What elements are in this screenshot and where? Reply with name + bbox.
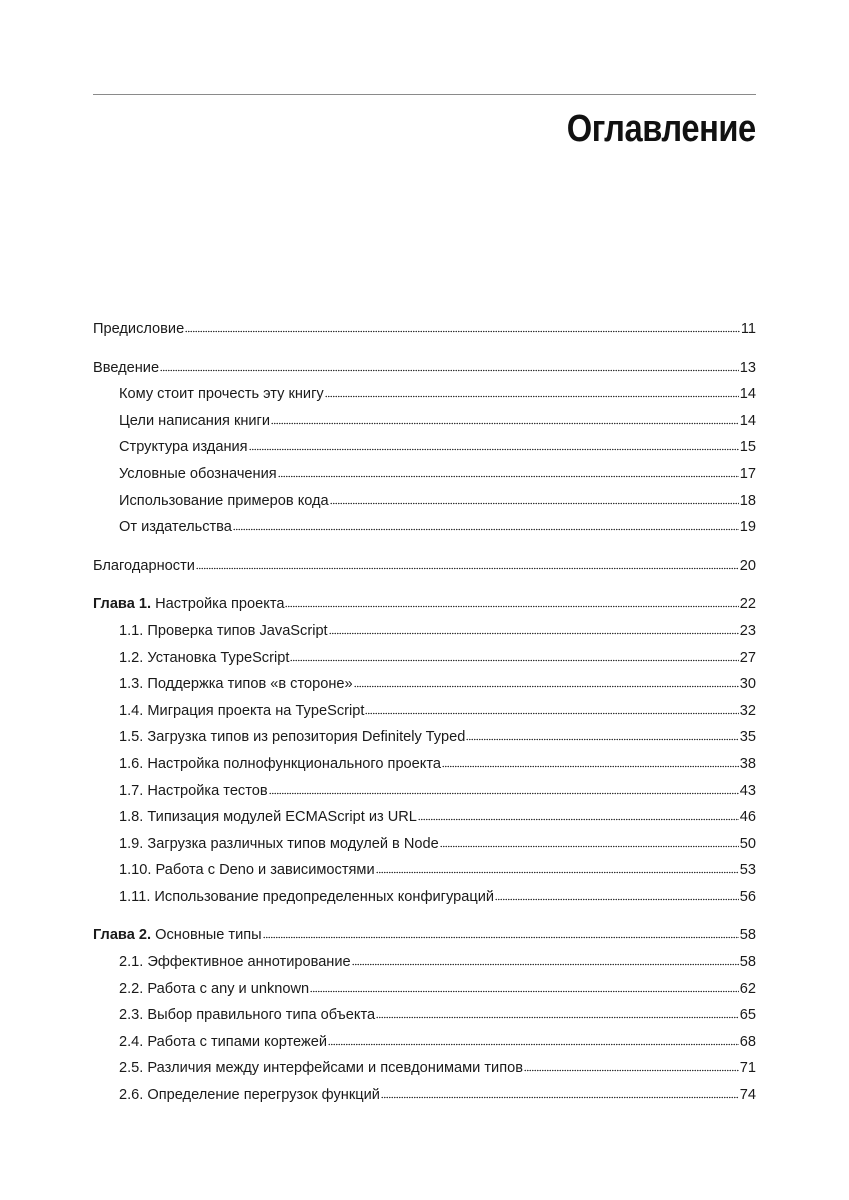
toc-subentry-page: 14	[739, 412, 756, 429]
toc-subentry-page: 65	[739, 1007, 756, 1024]
toc-subentry[interactable]	[93, 461, 756, 488]
toc-subentry-page: 71	[739, 1060, 756, 1077]
dot-leader	[495, 891, 739, 901]
toc-group-chapter-2	[93, 922, 756, 1108]
dot-leader	[328, 1036, 739, 1046]
toc-subentry-label: 1.5. Загрузка типов из репозитория Definitely Typed	[119, 729, 466, 746]
toc-subentry[interactable]	[93, 751, 756, 778]
toc-subentry-label: 1.9. Загрузка различных типов модулей в Node	[119, 835, 439, 852]
toc-subentry-label: Условные обозначения	[119, 465, 277, 482]
toc-subentry-label: 1.2. Установка TypeScript	[119, 649, 290, 666]
toc-subentry-page: 30	[739, 676, 756, 693]
toc-entry-page: 58	[739, 927, 756, 944]
toc-subentry-label: 2.6. Определение перегрузок функций	[119, 1087, 380, 1104]
toc-subentry[interactable]	[93, 778, 756, 805]
toc-subentry-label: 2.3. Выбор правильного типа объекта	[119, 1007, 376, 1024]
dot-leader	[249, 441, 739, 451]
toc-subentry[interactable]	[93, 831, 756, 858]
toc-entry-page: 13	[739, 359, 756, 376]
toc-subentry-label: 1.10. Работа с Deno и зависимостями	[119, 862, 375, 879]
toc-subentry[interactable]	[93, 671, 756, 698]
toc-entry-page: 20	[739, 557, 756, 574]
toc-subentry-label: 2.5. Различия между интерфейсами и псевдонимами типов	[119, 1060, 523, 1077]
section-gap	[93, 343, 756, 355]
toc-entry-label: Введение	[93, 359, 160, 376]
toc-subentry[interactable]	[93, 857, 756, 884]
toc-group-intro	[93, 355, 756, 541]
toc-entry-chapter-1[interactable]	[93, 591, 756, 618]
dot-leader	[418, 811, 739, 821]
dot-leader	[160, 362, 739, 372]
toc-subentry-label: 1.8. Типизация модулей ECMAScript из URL	[119, 809, 417, 826]
toc-subentry[interactable]	[93, 514, 756, 541]
toc-entry-thanks[interactable]	[93, 553, 756, 580]
section-gap	[93, 579, 756, 591]
dot-leader	[278, 468, 739, 478]
dot-leader	[290, 652, 738, 662]
toc-entry-chapter-2[interactable]	[93, 922, 756, 949]
toc-subentry-label: 1.3. Поддержка типов «в стороне»	[119, 676, 353, 693]
dot-leader	[376, 1009, 739, 1019]
toc-subentry-label: Кому стоит прочесть эту книгу	[119, 386, 324, 403]
toc-subentry-page: 38	[739, 755, 756, 772]
toc-subentry[interactable]	[93, 618, 756, 645]
toc-subentry-page: 27	[739, 649, 756, 666]
toc-subentry-page: 18	[739, 492, 756, 509]
dot-leader	[330, 495, 739, 505]
section-gap	[93, 541, 756, 553]
toc-subentry-label: 1.1. Проверка типов JavaScript	[119, 622, 328, 639]
toc-subentry[interactable]	[93, 645, 756, 672]
toc-subentry-page: 32	[739, 702, 756, 719]
toc-entry-label: Предисловие	[93, 321, 185, 337]
toc-subentry[interactable]	[93, 488, 756, 515]
toc-entry-page: 11	[740, 321, 756, 337]
toc-subentry[interactable]	[93, 1082, 756, 1109]
toc-subentry-page: 62	[739, 980, 756, 997]
toc-subentry-label: 2.4. Работа с типами кортежей	[119, 1033, 328, 1050]
toc-subentry-label: От издательства	[119, 519, 232, 536]
toc-subentry-label: Использование примеров кода	[119, 492, 329, 509]
toc-subentry[interactable]	[93, 804, 756, 831]
table-of-contents	[93, 316, 756, 1109]
page-title: Оглавление	[566, 108, 756, 150]
toc-subentry-label: 2.2. Работа с any и unknown	[119, 980, 310, 997]
toc-subentry-label: 1.4. Миграция проекта на TypeScript	[119, 702, 365, 719]
dot-leader	[440, 838, 739, 848]
toc-subentry-label: Структура издания	[119, 439, 248, 456]
toc-subentry-page: 23	[739, 622, 756, 639]
toc-subentry-page: 56	[739, 888, 756, 905]
toc-entry-intro[interactable]	[93, 355, 756, 382]
toc-chapter-label	[93, 591, 284, 618]
toc-subentry-page: 53	[739, 862, 756, 879]
dot-leader	[354, 678, 739, 688]
toc-subentry[interactable]	[93, 976, 756, 1003]
dot-leader	[233, 521, 739, 531]
toc-subentry[interactable]	[93, 949, 756, 976]
toc-subentry-page: 58	[739, 954, 756, 971]
dot-leader	[325, 388, 739, 398]
toc-subentry-page: 17	[739, 465, 756, 482]
toc-subentry[interactable]	[93, 1002, 756, 1029]
toc-subentry-page: 15	[739, 439, 756, 456]
toc-subentry-page: 43	[739, 782, 756, 799]
chapter-title: Основные типы	[155, 927, 262, 944]
toc-subentry-page: 19	[739, 519, 756, 536]
toc-subentry[interactable]	[93, 1055, 756, 1082]
dot-leader	[196, 560, 739, 570]
toc-subentry-page: 68	[739, 1033, 756, 1050]
chapter-title: Настройка проекта	[155, 596, 285, 613]
dot-leader	[310, 983, 739, 993]
dot-leader	[271, 415, 739, 425]
toc-subentry-label: 1.7. Настройка тестов	[119, 782, 268, 799]
toc-subentry[interactable]	[93, 884, 756, 911]
toc-subentry-label: 1.6. Настройка полнофункционального проекта	[119, 755, 441, 772]
toc-subentry[interactable]	[93, 724, 756, 751]
dot-leader	[466, 731, 738, 741]
toc-entry-label: Благодарности	[93, 557, 195, 574]
header-rule	[93, 94, 756, 95]
toc-subentry-label: Цели написания книги	[119, 412, 271, 429]
toc-chapter-label	[93, 922, 262, 949]
toc-subentry-page: 14	[739, 386, 756, 403]
dot-leader	[365, 705, 738, 715]
toc-subentry[interactable]	[93, 408, 756, 435]
toc-subentry[interactable]	[93, 698, 756, 725]
dot-leader	[381, 1089, 739, 1099]
dot-leader	[185, 323, 740, 333]
toc-entry-page: 22	[739, 596, 756, 613]
toc-subentry-label: 2.1. Эффективное аннотирование	[119, 954, 351, 971]
toc-group-preface	[93, 316, 756, 343]
section-gap	[93, 910, 756, 922]
dot-leader	[376, 864, 739, 874]
chapter-prefix: Глава 2.	[93, 927, 152, 944]
dot-leader	[269, 785, 739, 795]
toc-subentry-label: 1.11. Использование предопределенных конфигураций	[119, 888, 494, 905]
dot-leader	[524, 1062, 739, 1072]
toc-subentry[interactable]	[93, 381, 756, 408]
toc-subentry-page: 74	[739, 1087, 756, 1104]
chapter-prefix: Глава 1.	[93, 596, 152, 613]
toc-group-chapter-1	[93, 591, 756, 910]
toc-entry-preface[interactable]	[93, 316, 756, 343]
toc-group-thanks	[93, 553, 756, 580]
toc-subentry-page: 35	[739, 729, 756, 746]
toc-subentry[interactable]	[93, 434, 756, 461]
dot-leader	[442, 758, 739, 768]
toc-subentry[interactable]	[93, 1029, 756, 1056]
dot-leader	[263, 929, 739, 939]
dot-leader	[285, 598, 738, 608]
toc-subentry-page: 46	[739, 809, 756, 826]
dot-leader	[329, 625, 739, 635]
dot-leader	[352, 956, 739, 966]
toc-subentry-page: 50	[739, 835, 756, 852]
